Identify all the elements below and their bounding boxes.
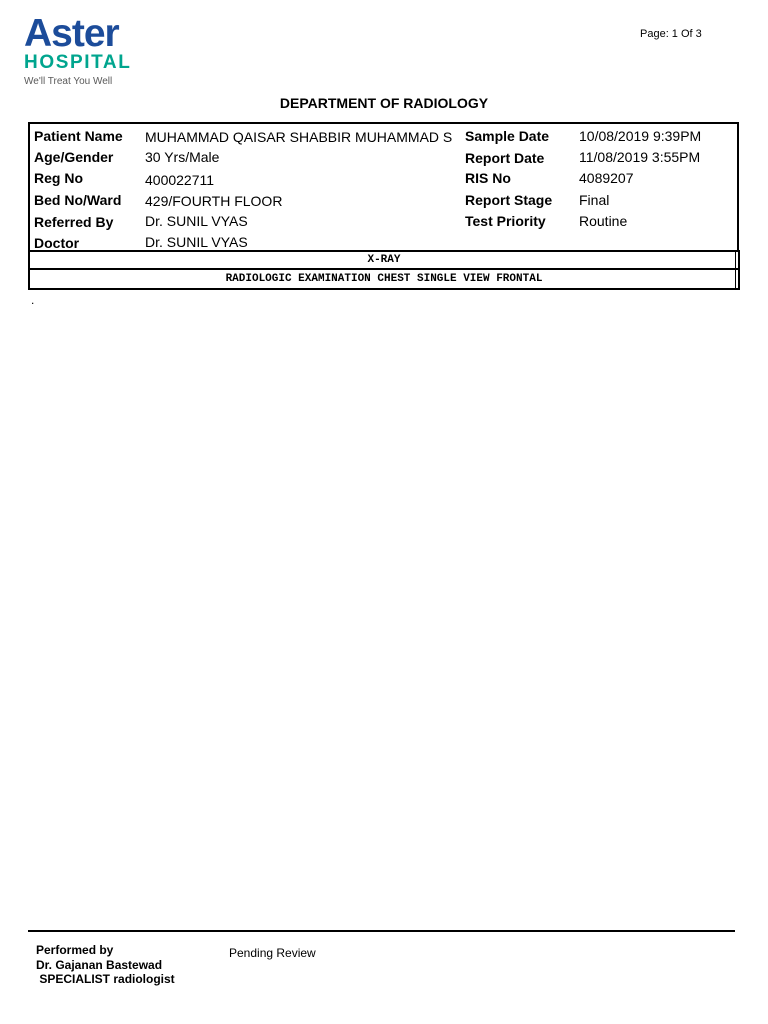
referred-by-value: Dr. SUNIL VYAS (145, 213, 248, 229)
doctor-label: Doctor (34, 235, 80, 251)
doctor-value: Dr. SUNIL VYAS (145, 234, 248, 250)
report-date-label: Report Date (465, 150, 545, 166)
modality-row (28, 250, 740, 270)
footer-divider (28, 930, 735, 932)
page-number: Page: 1 Of 3 (640, 28, 702, 40)
reg-no-value: 400022711 (145, 172, 215, 188)
patient-name-value: MUHAMMAD QAISAR SHABBIR MUHAMMAD S (145, 129, 453, 145)
modality-label: X-RAY (367, 254, 401, 266)
age-gender-label: Age/Gender (34, 149, 114, 165)
bed-ward-label: Bed No/Ward (34, 192, 122, 208)
report-date-value: 11/08/2019 3:55PM (579, 149, 701, 165)
reg-no-label: Reg No (34, 170, 83, 186)
referred-by-label: Referred By (34, 214, 114, 230)
radiologist-name: Dr. Gajanan Bastewad (36, 957, 163, 972)
exam-description-row (28, 268, 740, 290)
logo-wordmark: Aster (24, 12, 119, 55)
performed-by-label: Performed by (36, 943, 114, 957)
body-marker: . (31, 293, 35, 307)
sample-date-label: Sample Date (465, 128, 550, 144)
patient-name-label: Patient Name (34, 128, 123, 144)
report-status: Pending Review (229, 946, 316, 960)
test-priority-label: Test Priority (465, 213, 546, 229)
logo-subtitle: HOSPITAL (24, 52, 132, 73)
ris-no-value: 4089207 (579, 170, 634, 186)
ris-no-label: RIS No (465, 170, 511, 186)
performed-by-block (36, 943, 175, 987)
department-title: DEPARTMENT OF RADIOLOGY (279, 95, 489, 111)
patient-info-box (28, 122, 739, 250)
radiologist-title: SPECIALIST radiologist (36, 972, 175, 986)
age-gender-value: 30 Yrs/Male (145, 149, 220, 165)
report-stage-label: Report Stage (465, 192, 553, 208)
report-stage-value: Final (579, 192, 610, 208)
test-priority-value: Routine (579, 213, 628, 229)
bed-ward-value: 429/FOURTH FLOOR (145, 193, 283, 209)
hospital-logo (24, 14, 164, 88)
exam-description: RADIOLOGIC EXAMINATION CHEST SINGLE VIEW FRONTAL (225, 273, 543, 285)
sample-date-value: 10/08/2019 9:39PM (579, 128, 702, 144)
logo-tagline: We'll Treat You Well (24, 76, 113, 87)
